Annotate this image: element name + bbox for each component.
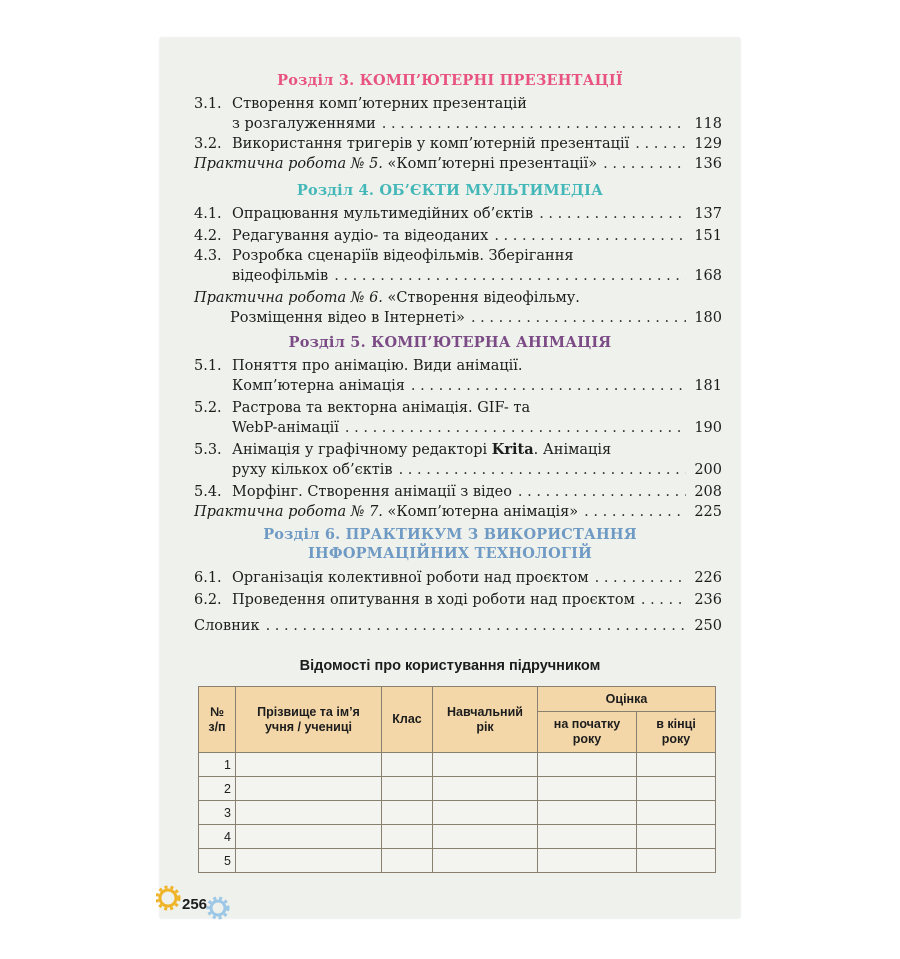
toc-page-number: 226 (694, 570, 722, 586)
table-row (199, 777, 716, 801)
name-cell[interactable] (236, 777, 382, 801)
toc-page-number: 208 (694, 484, 722, 500)
toc-item-title: Поняття про анімацію. Види анімації. (232, 358, 523, 374)
toc-item-title-cont: руху кількох об’єктів (232, 462, 393, 478)
table-row (199, 849, 716, 873)
toc-item-number: 5.3. (194, 442, 222, 458)
class-cell[interactable] (382, 825, 433, 849)
book-page (160, 38, 740, 918)
toc-item-4-3 (194, 246, 722, 266)
toc-practical-7 (194, 502, 722, 522)
toc-item-5-1-cont (194, 376, 722, 396)
grade-end-cell[interactable] (637, 825, 716, 849)
toc-item-title: Анімація у графічному редакторі (232, 442, 492, 458)
toc-page-number: 190 (694, 420, 722, 436)
toc-page-number: 200 (694, 462, 722, 478)
table-row (199, 753, 716, 777)
toc-item-number: 5.2. (194, 400, 222, 416)
class-cell[interactable] (382, 849, 433, 873)
toc-page-number: 137 (694, 206, 722, 222)
toc-page-number: 250 (694, 618, 722, 634)
toc-item-number: 5.4. (194, 484, 222, 500)
col-class-header: Клас (382, 687, 433, 753)
toc-item-title: Растрова та векторна анімація. GIF- та (232, 400, 531, 416)
toc-practical-5 (194, 154, 722, 174)
practical-label: Практична робота № 7. (194, 504, 383, 520)
usage-table (198, 686, 716, 873)
year-cell[interactable] (433, 849, 538, 873)
year-cell[interactable] (433, 825, 538, 849)
toc-item-5-1 (194, 356, 722, 376)
toc-item-4-3-cont (194, 266, 722, 286)
toc-item-title-cont: Комп’ютерна анімація (232, 378, 405, 394)
toc-item-title: Використання тригерів у комп’ютерній презентації (232, 136, 630, 152)
practical-title: «Створення відеофільму. (387, 290, 580, 306)
toc-item-4-1 (194, 204, 722, 224)
toc-item-number: 6.1. (194, 570, 222, 586)
toc-item-number: 3.1. (194, 96, 222, 112)
toc-item-title: Опрацювання мультимедійних об’єктів (232, 206, 534, 222)
grade-end-cell[interactable] (637, 849, 716, 873)
grade-end-cell[interactable] (637, 777, 716, 801)
toc-item-title: Морфінг. Створення анімації з відео (232, 484, 512, 500)
section-6-title-cont: ІНФОРМАЦІЙНИХ ТЕХНОЛОГІЙ (308, 545, 592, 562)
toc-page-number: 129 (694, 136, 722, 152)
toc-item-3-1 (194, 94, 722, 114)
toc-item-title-tail: . Анімація (533, 442, 612, 458)
toc-item-number: 3.2. (194, 136, 222, 152)
class-cell[interactable] (382, 777, 433, 801)
name-cell[interactable] (236, 825, 382, 849)
toc-item-title: Створення комп’ютерних презентацій (232, 96, 527, 112)
toc-item-number: 6.2. (194, 592, 222, 608)
col-number-header: № з/п (199, 687, 236, 753)
practical-title-cont: Розміщення відео в Інтернеті» (230, 310, 465, 326)
toc-page-number: 181 (694, 378, 722, 394)
toc-item-title: Розробка сценаріїв відеофільмів. Зберігання (232, 248, 574, 264)
toc-item-5-2 (194, 398, 722, 418)
practical-title: «Комп’ютерна анімація» (387, 504, 579, 520)
section-3-title: Розділ 3. КОМП’ЮТЕРНІ ПРЕЗЕНТАЦІЇ (277, 72, 623, 89)
col-grade-end-header: в кінці року (637, 712, 716, 753)
toc-item-6-2 (194, 590, 722, 610)
toc-item-title-cont: з розгалуженнями (232, 116, 376, 132)
glossary-label: Словник (194, 618, 260, 634)
toc-page-number: 151 (694, 228, 722, 244)
year-cell[interactable] (433, 777, 538, 801)
toc-page-number: 236 (694, 592, 722, 608)
section-4-title: Розділ 4. ОБ’ЄКТИ МУЛЬТИМЕДІА (296, 182, 604, 199)
name-cell[interactable] (236, 753, 382, 777)
toc-item-title-bold: Krita (491, 441, 534, 458)
practical-label: Практична робота № 5. (194, 156, 383, 172)
grade-start-cell[interactable] (538, 825, 637, 849)
col-year-header: Навчальний рік (433, 687, 538, 753)
toc-item-title-cont: WebP-анімації (232, 420, 339, 436)
toc-page-number: 136 (694, 156, 722, 172)
toc-page-number: 180 (694, 310, 722, 326)
toc-item-number: 5.1. (194, 358, 222, 374)
section-6-title: Розділ 6. ПРАКТИКУМ З ВИКОРИСТАННЯ (263, 526, 637, 543)
practical-label: Практична робота № 6. (194, 290, 383, 306)
name-cell[interactable] (236, 801, 382, 825)
class-cell[interactable] (382, 801, 433, 825)
grade-end-cell[interactable] (637, 801, 716, 825)
grade-start-cell[interactable] (538, 801, 637, 825)
toc-item-title: Проведення опитування в ході роботи над проєктом (232, 592, 635, 608)
toc-page-number: 168 (694, 268, 722, 284)
toc-item-3-2 (194, 134, 722, 154)
toc-item-5-2-cont (194, 418, 722, 438)
row-number: 1 (199, 753, 236, 777)
section-5-title: Розділ 5. КОМП’ЮТЕРНА АНІМАЦІЯ (288, 334, 612, 351)
toc-item-number: 4.3. (194, 248, 222, 264)
grade-start-cell[interactable] (538, 849, 637, 873)
row-number: 2 (199, 777, 236, 801)
col-grade-header: Оцінка (538, 687, 716, 712)
toc-item-title: Організація колективної роботи над проєктом (232, 570, 589, 586)
toc-item-5-4 (194, 482, 722, 502)
row-number: 3 (199, 801, 236, 825)
grade-start-cell[interactable] (538, 753, 637, 777)
toc-item-number: 4.1. (194, 206, 222, 222)
toc-item-5-3-cont (194, 460, 722, 480)
toc-item-5-3 (194, 440, 722, 460)
toc-item-6-1 (194, 568, 722, 588)
toc-page-number: 225 (694, 504, 722, 520)
table-row (199, 825, 716, 849)
toc-page-number: 118 (694, 116, 722, 132)
toc-item-3-1-cont (194, 114, 722, 134)
col-grade-start-header: на початку року (538, 712, 637, 753)
usage-table-title: Відомості про користування підручником (299, 658, 601, 674)
year-cell[interactable] (433, 801, 538, 825)
grade-end-cell[interactable] (637, 753, 716, 777)
toc-item-4-2 (194, 226, 722, 246)
toc-practical-6-cont (230, 308, 722, 328)
name-cell[interactable] (236, 849, 382, 873)
toc-item-number: 4.2. (194, 228, 222, 244)
practical-title: «Комп’ютерні презентації» (387, 156, 598, 172)
toc-item-title: Редагування аудіо- та відеоданих (232, 228, 489, 244)
class-cell[interactable] (382, 753, 433, 777)
toc-practical-6 (194, 288, 722, 308)
col-name-header: Прізвище та ім’я учня / учениці (236, 687, 382, 753)
grade-start-cell[interactable] (538, 777, 637, 801)
toc-item-title-cont: відеофільмів (232, 268, 329, 284)
page-number: 256 (182, 896, 208, 913)
table-row (199, 801, 716, 825)
year-cell[interactable] (433, 753, 538, 777)
toc-glossary (194, 616, 722, 636)
row-number: 4 (199, 825, 236, 849)
row-number: 5 (199, 849, 236, 873)
